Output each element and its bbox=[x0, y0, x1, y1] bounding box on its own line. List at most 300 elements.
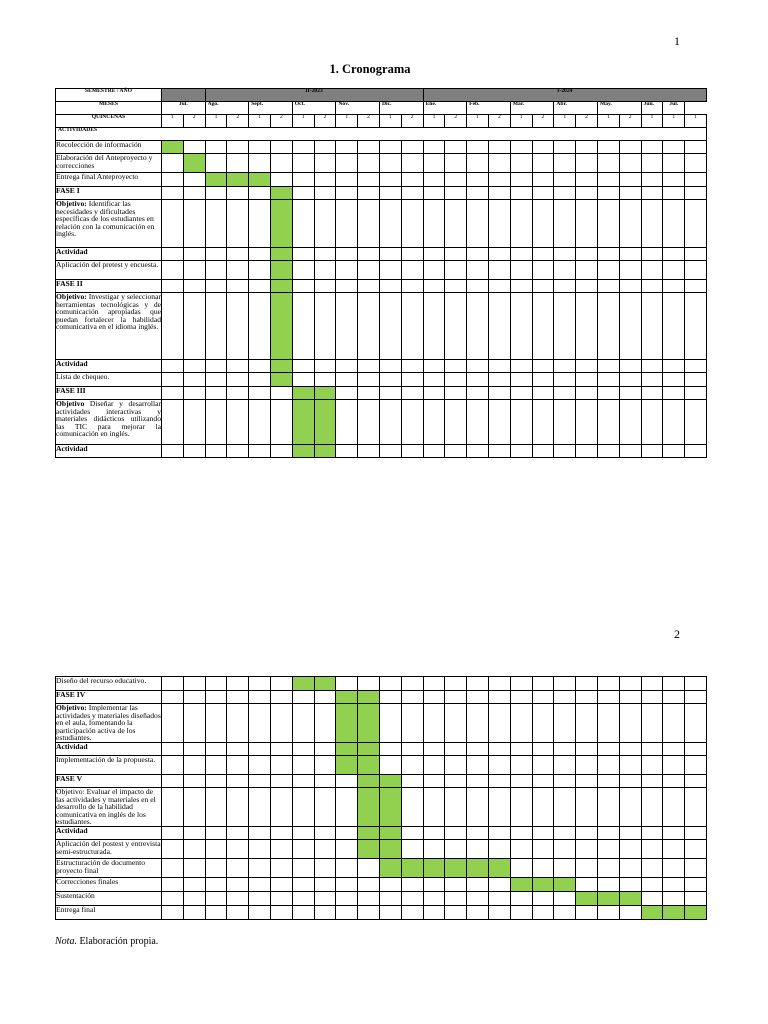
empty-cell bbox=[401, 826, 423, 839]
activity-text: Identificar las necesidades y dificultades específicas de los estudiantes en relación con la comunicación en inglés. bbox=[56, 199, 155, 239]
empty-cell bbox=[314, 200, 336, 248]
scheduled-cell bbox=[270, 293, 292, 360]
month-cell: Nov. bbox=[336, 102, 380, 115]
empty-cell bbox=[597, 400, 619, 445]
empty-cell bbox=[183, 248, 205, 261]
activity-row bbox=[56, 360, 707, 373]
semester-cell: II-2023 bbox=[205, 89, 423, 102]
empty-cell bbox=[423, 826, 445, 839]
empty-cell bbox=[292, 877, 314, 891]
activity-row bbox=[56, 373, 707, 387]
empty-cell bbox=[314, 704, 336, 743]
activity-row bbox=[56, 187, 707, 200]
empty-cell bbox=[358, 360, 380, 373]
month-cell: Ene. bbox=[423, 102, 467, 115]
empty-cell bbox=[205, 293, 227, 360]
empty-cell bbox=[576, 154, 598, 173]
empty-cell bbox=[358, 280, 380, 293]
empty-cell bbox=[292, 774, 314, 787]
empty-cell bbox=[205, 445, 227, 458]
activity-row bbox=[56, 691, 707, 704]
empty-cell bbox=[205, 141, 227, 154]
empty-cell bbox=[227, 891, 249, 905]
quincena-cell: 2 bbox=[358, 115, 380, 128]
empty-cell bbox=[336, 826, 358, 839]
empty-cell bbox=[314, 742, 336, 755]
activity-text: FASE II bbox=[56, 279, 83, 288]
empty-cell bbox=[358, 141, 380, 154]
empty-cell bbox=[488, 154, 510, 173]
empty-cell bbox=[467, 187, 489, 200]
empty-cell bbox=[423, 839, 445, 858]
empty-cell bbox=[227, 677, 249, 691]
empty-cell bbox=[663, 787, 685, 826]
empty-cell bbox=[488, 261, 510, 280]
empty-cell bbox=[685, 891, 707, 905]
empty-cell bbox=[423, 742, 445, 755]
empty-cell bbox=[554, 248, 576, 261]
empty-cell bbox=[358, 261, 380, 280]
empty-cell bbox=[423, 387, 445, 400]
empty-cell bbox=[467, 200, 489, 248]
activity-label bbox=[56, 839, 162, 858]
empty-cell bbox=[685, 677, 707, 691]
empty-cell bbox=[510, 173, 532, 187]
empty-cell bbox=[183, 704, 205, 743]
scheduled-cell bbox=[314, 677, 336, 691]
empty-cell bbox=[270, 905, 292, 919]
empty-cell bbox=[314, 755, 336, 774]
empty-cell bbox=[227, 373, 249, 387]
empty-cell bbox=[597, 905, 619, 919]
empty-cell bbox=[619, 677, 641, 691]
empty-cell bbox=[576, 774, 598, 787]
empty-cell bbox=[597, 261, 619, 280]
empty-cell bbox=[641, 280, 663, 293]
empty-cell bbox=[663, 677, 685, 691]
scheduled-cell bbox=[358, 787, 380, 826]
empty-cell bbox=[619, 755, 641, 774]
empty-cell bbox=[576, 445, 598, 458]
empty-cell bbox=[314, 187, 336, 200]
activity-text: FASE III bbox=[56, 386, 86, 395]
empty-cell bbox=[641, 755, 663, 774]
quincena-cell: 1 bbox=[685, 115, 707, 128]
empty-cell bbox=[488, 248, 510, 261]
objective-label: Objetivo: bbox=[56, 292, 87, 301]
empty-cell bbox=[663, 691, 685, 704]
empty-cell bbox=[488, 280, 510, 293]
empty-cell bbox=[685, 839, 707, 858]
empty-cell bbox=[641, 373, 663, 387]
empty-cell bbox=[554, 387, 576, 400]
empty-cell bbox=[641, 891, 663, 905]
empty-cell bbox=[597, 839, 619, 858]
activity-row bbox=[56, 787, 707, 826]
empty-cell bbox=[445, 755, 467, 774]
activity-text: Diseñar y desarrollar actividades interactivas y materiales didácticos utilizando las TIC para mejorar la comunicación en inglés. bbox=[56, 399, 161, 439]
empty-cell bbox=[162, 891, 184, 905]
empty-cell bbox=[314, 905, 336, 919]
empty-cell bbox=[532, 755, 554, 774]
empty-cell bbox=[554, 677, 576, 691]
empty-cell bbox=[292, 293, 314, 360]
empty-cell bbox=[249, 373, 271, 387]
activity-row bbox=[56, 261, 707, 280]
empty-cell bbox=[597, 154, 619, 173]
objective-label: Objetivo: bbox=[56, 703, 87, 712]
empty-cell bbox=[532, 891, 554, 905]
activity-row bbox=[56, 154, 707, 173]
quincena-cell: 1 bbox=[249, 115, 271, 128]
empty-cell bbox=[314, 173, 336, 187]
empty-cell bbox=[597, 787, 619, 826]
empty-cell bbox=[663, 187, 685, 200]
empty-cell bbox=[205, 154, 227, 173]
empty-cell bbox=[292, 691, 314, 704]
empty-cell bbox=[597, 677, 619, 691]
empty-cell bbox=[532, 787, 554, 826]
empty-cell bbox=[467, 373, 489, 387]
empty-cell bbox=[510, 891, 532, 905]
empty-cell bbox=[641, 839, 663, 858]
empty-cell bbox=[576, 691, 598, 704]
empty-cell bbox=[576, 360, 598, 373]
empty-cell bbox=[532, 691, 554, 704]
empty-cell bbox=[379, 742, 401, 755]
empty-cell bbox=[641, 200, 663, 248]
month-cell: May. bbox=[597, 102, 641, 115]
empty-cell bbox=[270, 387, 292, 400]
activity-text: Entrega final Anteproyecto bbox=[56, 172, 139, 181]
empty-cell bbox=[249, 905, 271, 919]
scheduled-cell bbox=[270, 248, 292, 261]
activity-text: Aplicación del postest y entrevista semi-estructurada. bbox=[56, 838, 161, 856]
empty-cell bbox=[183, 905, 205, 919]
empty-cell bbox=[358, 677, 380, 691]
empty-cell bbox=[445, 154, 467, 173]
activity-row bbox=[56, 141, 707, 154]
empty-cell bbox=[162, 293, 184, 360]
scheduled-cell bbox=[423, 858, 445, 877]
empty-cell bbox=[270, 445, 292, 458]
empty-cell bbox=[162, 755, 184, 774]
empty-cell bbox=[663, 373, 685, 387]
empty-cell bbox=[641, 826, 663, 839]
empty-cell bbox=[554, 141, 576, 154]
empty-cell bbox=[641, 877, 663, 891]
activity-label bbox=[56, 187, 162, 200]
empty-cell bbox=[597, 360, 619, 373]
empty-cell bbox=[292, 173, 314, 187]
empty-cell bbox=[554, 691, 576, 704]
activity-text: Implementación de la propuesta. bbox=[56, 754, 156, 764]
empty-cell bbox=[467, 839, 489, 858]
empty-cell bbox=[467, 360, 489, 373]
empty-cell bbox=[336, 858, 358, 877]
empty-cell bbox=[379, 261, 401, 280]
empty-cell bbox=[227, 691, 249, 704]
empty-cell bbox=[162, 200, 184, 248]
empty-cell bbox=[510, 839, 532, 858]
empty-cell bbox=[554, 905, 576, 919]
empty-cell bbox=[270, 704, 292, 743]
empty-cell bbox=[576, 742, 598, 755]
month-cell: Feb. bbox=[467, 102, 511, 115]
month-cell: Sept. bbox=[249, 102, 293, 115]
empty-cell bbox=[336, 200, 358, 248]
empty-cell bbox=[270, 691, 292, 704]
empty-cell bbox=[162, 691, 184, 704]
empty-cell bbox=[379, 141, 401, 154]
objective-label: Objetivo bbox=[56, 399, 85, 408]
empty-cell bbox=[554, 173, 576, 187]
empty-cell bbox=[183, 755, 205, 774]
empty-cell bbox=[467, 677, 489, 691]
empty-cell bbox=[379, 877, 401, 891]
empty-cell bbox=[685, 826, 707, 839]
empty-cell bbox=[336, 677, 358, 691]
activity-label bbox=[56, 280, 162, 293]
empty-cell bbox=[641, 261, 663, 280]
scheduled-cell bbox=[358, 774, 380, 787]
empty-cell bbox=[423, 787, 445, 826]
empty-cell bbox=[554, 742, 576, 755]
empty-cell bbox=[183, 293, 205, 360]
empty-cell bbox=[641, 445, 663, 458]
activity-label bbox=[56, 200, 162, 248]
empty-cell bbox=[205, 280, 227, 293]
empty-cell bbox=[249, 787, 271, 826]
empty-cell bbox=[576, 387, 598, 400]
empty-cell bbox=[162, 360, 184, 373]
empty-cell bbox=[488, 774, 510, 787]
activity-label bbox=[56, 360, 162, 373]
empty-cell bbox=[510, 373, 532, 387]
empty-cell bbox=[641, 677, 663, 691]
empty-cell bbox=[183, 839, 205, 858]
empty-cell bbox=[510, 280, 532, 293]
empty-cell bbox=[379, 891, 401, 905]
empty-cell bbox=[685, 141, 707, 154]
empty-cell bbox=[358, 373, 380, 387]
empty-cell bbox=[162, 704, 184, 743]
empty-cell bbox=[292, 261, 314, 280]
empty-cell bbox=[292, 826, 314, 839]
empty-cell bbox=[401, 704, 423, 743]
empty-cell bbox=[488, 877, 510, 891]
empty-cell bbox=[467, 905, 489, 919]
empty-cell bbox=[532, 187, 554, 200]
empty-cell bbox=[663, 704, 685, 743]
empty-cell bbox=[554, 280, 576, 293]
empty-cell bbox=[619, 905, 641, 919]
empty-cell bbox=[249, 360, 271, 373]
empty-cell bbox=[619, 293, 641, 360]
activity-text: FASE I bbox=[56, 186, 80, 195]
month-cell: Jun. bbox=[641, 102, 663, 115]
empty-cell bbox=[532, 445, 554, 458]
empty-cell bbox=[423, 905, 445, 919]
activity-text: Actividad bbox=[56, 444, 88, 453]
scheduled-cell bbox=[358, 704, 380, 743]
empty-cell bbox=[445, 704, 467, 743]
empty-cell bbox=[270, 742, 292, 755]
activity-row bbox=[56, 877, 707, 891]
empty-cell bbox=[205, 677, 227, 691]
scheduled-cell bbox=[292, 387, 314, 400]
scheduled-cell bbox=[488, 858, 510, 877]
quincena-cell: 1 bbox=[162, 115, 184, 128]
empty-cell bbox=[488, 677, 510, 691]
empty-cell bbox=[227, 826, 249, 839]
empty-cell bbox=[445, 373, 467, 387]
empty-cell bbox=[423, 704, 445, 743]
empty-cell bbox=[423, 261, 445, 280]
activity-row bbox=[56, 293, 707, 360]
empty-cell bbox=[162, 677, 184, 691]
empty-cell bbox=[554, 373, 576, 387]
empty-cell bbox=[336, 905, 358, 919]
activity-label bbox=[56, 858, 162, 877]
empty-cell bbox=[641, 691, 663, 704]
empty-cell bbox=[358, 293, 380, 360]
empty-cell bbox=[336, 360, 358, 373]
empty-cell bbox=[314, 280, 336, 293]
empty-cell bbox=[314, 154, 336, 173]
empty-cell bbox=[162, 261, 184, 280]
empty-cell bbox=[336, 141, 358, 154]
empty-cell bbox=[205, 755, 227, 774]
empty-cell bbox=[249, 704, 271, 743]
activity-row bbox=[56, 742, 707, 755]
empty-cell bbox=[162, 905, 184, 919]
empty-cell bbox=[685, 774, 707, 787]
empty-cell bbox=[488, 200, 510, 248]
empty-cell bbox=[663, 141, 685, 154]
empty-cell bbox=[685, 200, 707, 248]
empty-cell bbox=[314, 293, 336, 360]
empty-cell bbox=[249, 677, 271, 691]
empty-cell bbox=[423, 400, 445, 445]
empty-cell bbox=[576, 858, 598, 877]
empty-cell bbox=[445, 400, 467, 445]
empty-cell bbox=[183, 141, 205, 154]
empty-cell bbox=[249, 387, 271, 400]
scheduled-cell bbox=[183, 154, 205, 173]
empty-cell bbox=[336, 373, 358, 387]
activity-label bbox=[56, 677, 162, 691]
empty-cell bbox=[183, 173, 205, 187]
empty-cell bbox=[445, 141, 467, 154]
empty-cell bbox=[423, 755, 445, 774]
empty-cell bbox=[619, 154, 641, 173]
empty-cell bbox=[445, 891, 467, 905]
empty-cell bbox=[619, 200, 641, 248]
table-note bbox=[55, 936, 158, 947]
scheduled-cell bbox=[336, 742, 358, 755]
empty-cell bbox=[205, 360, 227, 373]
empty-cell bbox=[183, 387, 205, 400]
empty-cell bbox=[619, 742, 641, 755]
empty-cell bbox=[162, 400, 184, 445]
empty-cell bbox=[314, 858, 336, 877]
empty-cell bbox=[467, 774, 489, 787]
empty-cell bbox=[205, 200, 227, 248]
empty-cell bbox=[554, 755, 576, 774]
empty-cell bbox=[576, 839, 598, 858]
empty-cell bbox=[358, 154, 380, 173]
empty-cell bbox=[663, 774, 685, 787]
empty-cell bbox=[336, 445, 358, 458]
activity-row bbox=[56, 280, 707, 293]
empty-cell bbox=[358, 173, 380, 187]
scheduled-cell bbox=[467, 858, 489, 877]
empty-cell bbox=[162, 858, 184, 877]
empty-cell bbox=[576, 173, 598, 187]
empty-cell bbox=[423, 877, 445, 891]
empty-cell bbox=[510, 858, 532, 877]
empty-cell bbox=[183, 373, 205, 387]
activity-text: FASE V bbox=[56, 773, 83, 783]
empty-cell bbox=[554, 154, 576, 173]
empty-cell bbox=[619, 187, 641, 200]
empty-cell bbox=[314, 877, 336, 891]
empty-cell bbox=[685, 858, 707, 877]
semester-label: SEMESTRE / AÑO bbox=[56, 89, 162, 102]
empty-cell bbox=[619, 373, 641, 387]
activity-label bbox=[56, 373, 162, 387]
empty-cell bbox=[227, 360, 249, 373]
empty-cell bbox=[467, 787, 489, 826]
empty-cell bbox=[292, 755, 314, 774]
empty-cell bbox=[576, 826, 598, 839]
empty-cell bbox=[314, 691, 336, 704]
empty-cell bbox=[379, 905, 401, 919]
empty-cell bbox=[510, 704, 532, 743]
empty-cell bbox=[423, 293, 445, 360]
empty-cell bbox=[401, 360, 423, 373]
activity-text: Elaboración del Anteproyecto y correcciones bbox=[56, 153, 153, 170]
empty-cell bbox=[619, 774, 641, 787]
activity-row bbox=[56, 774, 707, 787]
empty-cell bbox=[685, 691, 707, 704]
empty-cell bbox=[663, 755, 685, 774]
empty-cell bbox=[270, 774, 292, 787]
empty-cell bbox=[488, 787, 510, 826]
empty-cell bbox=[162, 387, 184, 400]
empty-cell bbox=[423, 891, 445, 905]
empty-cell bbox=[597, 755, 619, 774]
scheduled-cell bbox=[379, 858, 401, 877]
empty-cell bbox=[227, 858, 249, 877]
empty-cell bbox=[292, 891, 314, 905]
scheduled-cell bbox=[270, 261, 292, 280]
quincena-cell: 1 bbox=[641, 115, 663, 128]
empty-cell bbox=[597, 445, 619, 458]
empty-cell bbox=[554, 400, 576, 445]
empty-cell bbox=[445, 677, 467, 691]
empty-cell bbox=[292, 839, 314, 858]
empty-cell bbox=[249, 261, 271, 280]
empty-cell bbox=[314, 787, 336, 826]
scheduled-cell bbox=[358, 755, 380, 774]
empty-cell bbox=[619, 387, 641, 400]
empty-cell bbox=[249, 248, 271, 261]
empty-cell bbox=[205, 248, 227, 261]
empty-cell bbox=[510, 154, 532, 173]
activity-text: Diseño del recurso educativo. bbox=[56, 676, 147, 685]
